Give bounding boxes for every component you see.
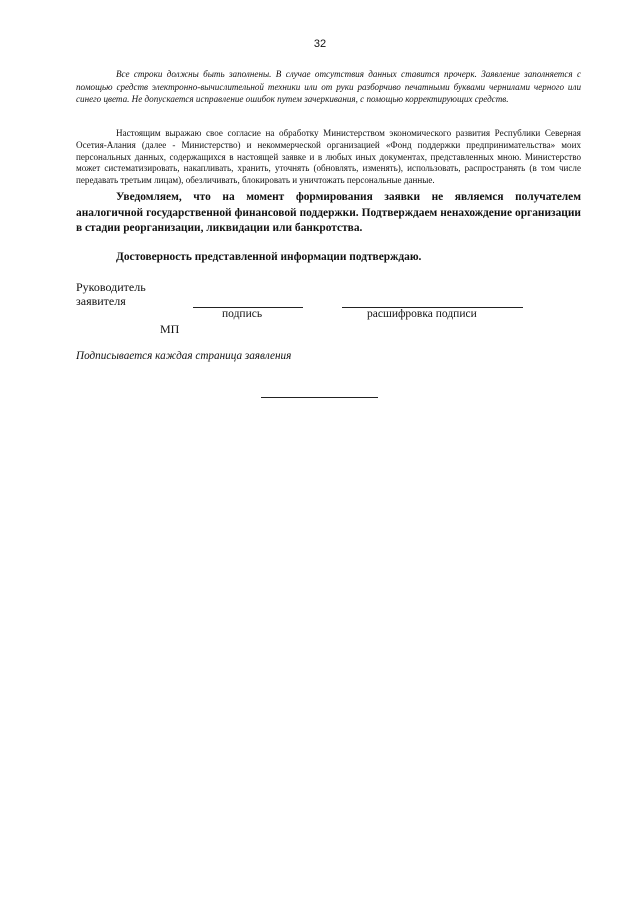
applicant-head-label: Руководитель <box>76 280 146 294</box>
applicant-head-label-2: заявителя <box>76 294 126 308</box>
instructions-note: Все строки должны быть заполнены. В случае отсутствия данных ставится прочерк. Заявление заполняется с помощью средств электронно-вычислительной техники или от руки разборчиво печатными буквами чернилами черного или синего цвета. Не допускается исправление ошибок путем зачеркивания, с помощью корректирующих средств. <box>76 69 581 105</box>
footer-note: Подписывается каждая страница заявления <box>76 350 292 362</box>
confirmation-statement: Достоверность представленной информации подтверждаю. <box>116 251 422 263</box>
stamp-placeholder: МП <box>160 322 180 336</box>
signature-caption: подпись <box>222 308 263 320</box>
decoding-caption: расшифровка подписи <box>367 308 477 320</box>
notice-paragraph: Уведомляем, что на момент формирования заявки не являемся получателем аналогичной государственной финансовой поддержки. Подтверждаем ненахождение организации в стадии реорганизации, ликвидации или банкротства. <box>76 191 581 235</box>
bottom-signature-line <box>261 397 378 398</box>
consent-paragraph: Настоящим выражаю свое согласие на обработку Министерством экономического развития Республики Северная Осетия-Алания (далее - Министерство) и некоммерческой организацией «Фонд поддержки предпринимательства» моих персональных данных, содержащихся в настоящей заявке и в любых иных документах, представленных мною. Министерство может систематизировать, накапливать, хранить, уточнять (обновлять, изменять), использовать, распространять (в том числе передавать третьим лицам), обезличивать, блокировать и уничтожать персональные данные. <box>76 128 581 186</box>
page-number: 32 <box>313 38 327 50</box>
